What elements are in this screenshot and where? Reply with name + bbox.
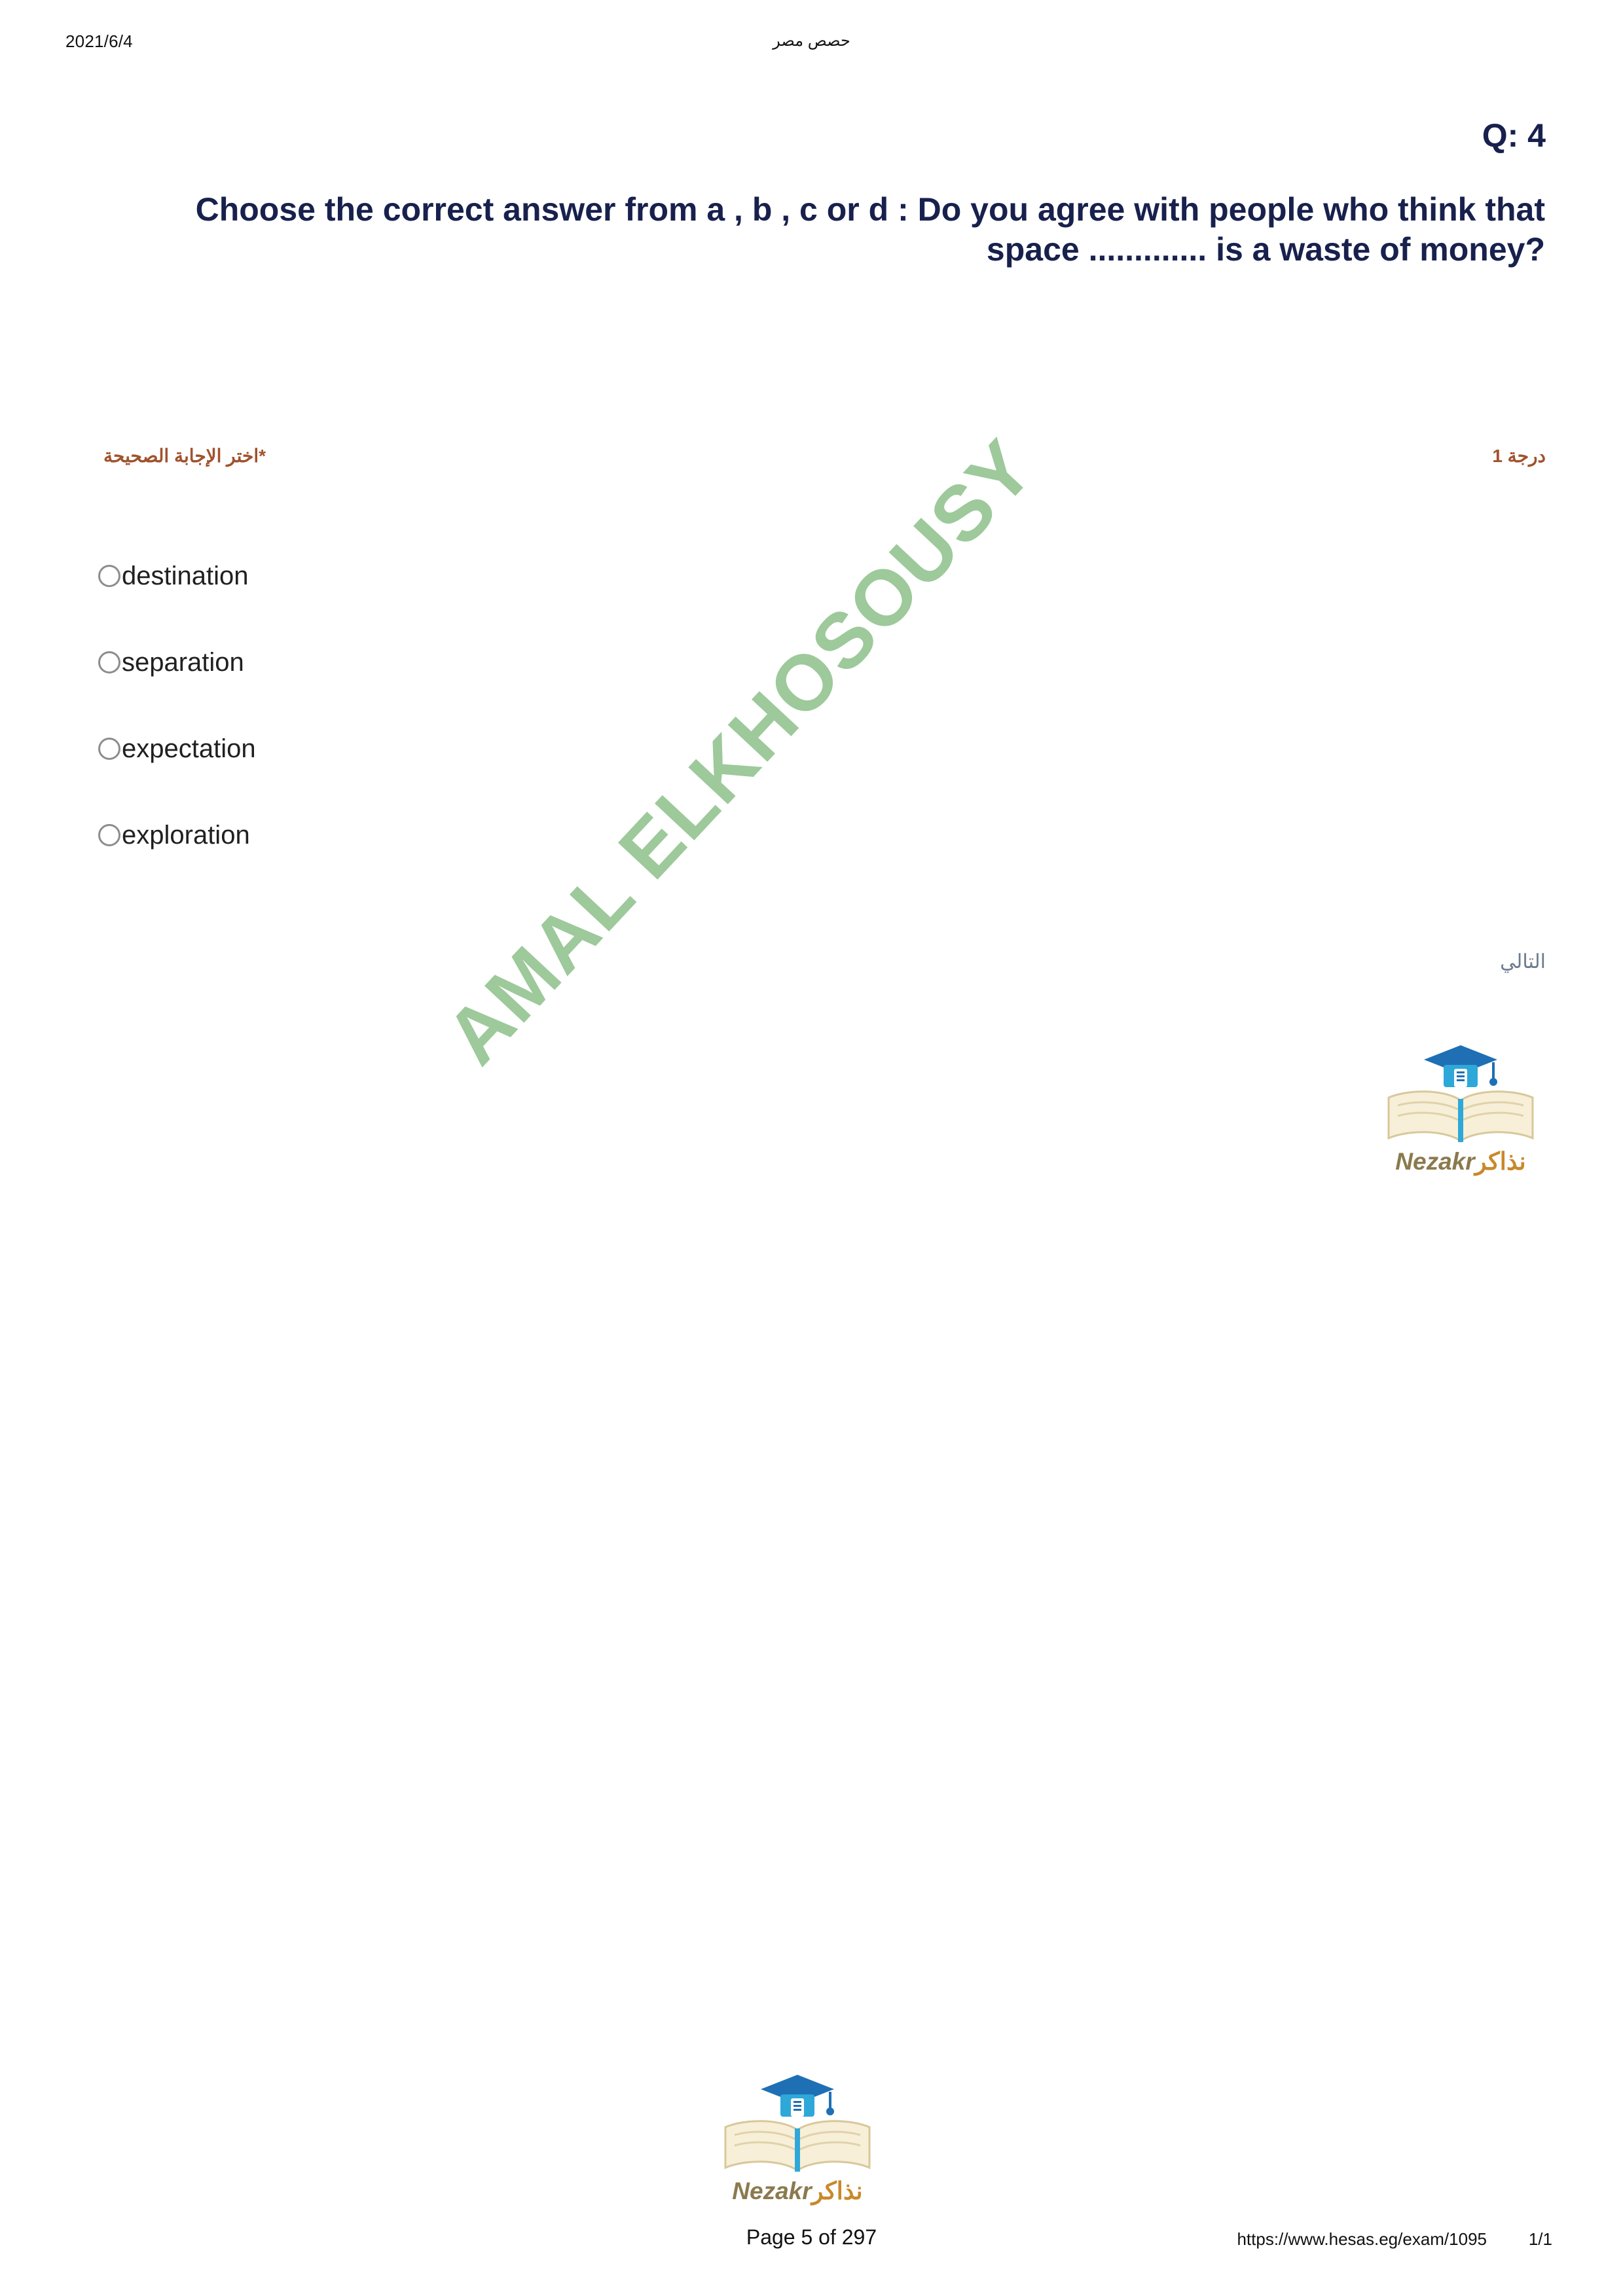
radio-button-icon[interactable] bbox=[98, 738, 120, 760]
question-instruction: *اختر الإجابة الصحيحة bbox=[103, 446, 266, 466]
radio-button-icon[interactable] bbox=[98, 824, 120, 846]
option-label: separation bbox=[122, 648, 244, 677]
brand-logo-latin: Nezakr bbox=[1395, 1148, 1475, 1175]
question-meta bbox=[0, 445, 1623, 471]
option-label: destination bbox=[122, 562, 249, 590]
next-button[interactable]: التالي bbox=[1500, 951, 1546, 973]
site-title: حصص مصر bbox=[773, 32, 850, 50]
question-grade: درجة 1 bbox=[1492, 446, 1546, 466]
brand-logo-arabic: نذاكر bbox=[811, 2178, 863, 2204]
option-row[interactable] bbox=[98, 644, 1015, 681]
radio-button-icon[interactable] bbox=[98, 565, 120, 587]
brand-logo bbox=[1369, 1037, 1552, 1188]
brand-logo-arabic: نذاكر bbox=[1474, 1148, 1526, 1175]
print-date: 2021/6/4 bbox=[65, 31, 133, 51]
open-book-icon bbox=[719, 2117, 876, 2179]
open-book-icon bbox=[1382, 1087, 1539, 1150]
footer-url: https://www.hesas.eg/exam/1095 bbox=[1237, 2229, 1487, 2249]
question-text: Choose the correct answer from a , b , c or d : Do you agree with people who think that space ............. is a waste of money? bbox=[195, 191, 1545, 268]
brand-logo-footer bbox=[706, 2067, 889, 2217]
option-row[interactable] bbox=[98, 558, 1015, 594]
page-number: Page 5 of 297 bbox=[746, 2225, 877, 2249]
answer-options bbox=[98, 558, 1015, 903]
option-label: expectation bbox=[122, 734, 256, 763]
question-number: Q: 4 bbox=[1482, 117, 1546, 154]
option-row[interactable] bbox=[98, 817, 1015, 853]
brand-logo-text bbox=[1369, 1147, 1552, 1175]
brand-logo-text bbox=[706, 2177, 889, 2205]
brand-logo-latin: Nezakr bbox=[732, 2178, 812, 2204]
footer-count: 1/1 bbox=[1528, 2229, 1552, 2249]
option-label: exploration bbox=[122, 821, 250, 850]
print-footer bbox=[0, 2225, 1623, 2251]
option-row[interactable] bbox=[98, 730, 1015, 767]
print-header bbox=[0, 31, 1623, 58]
radio-button-icon[interactable] bbox=[98, 651, 120, 673]
watermark-text: AMAL ELKHOSOUSY bbox=[429, 423, 1051, 1081]
